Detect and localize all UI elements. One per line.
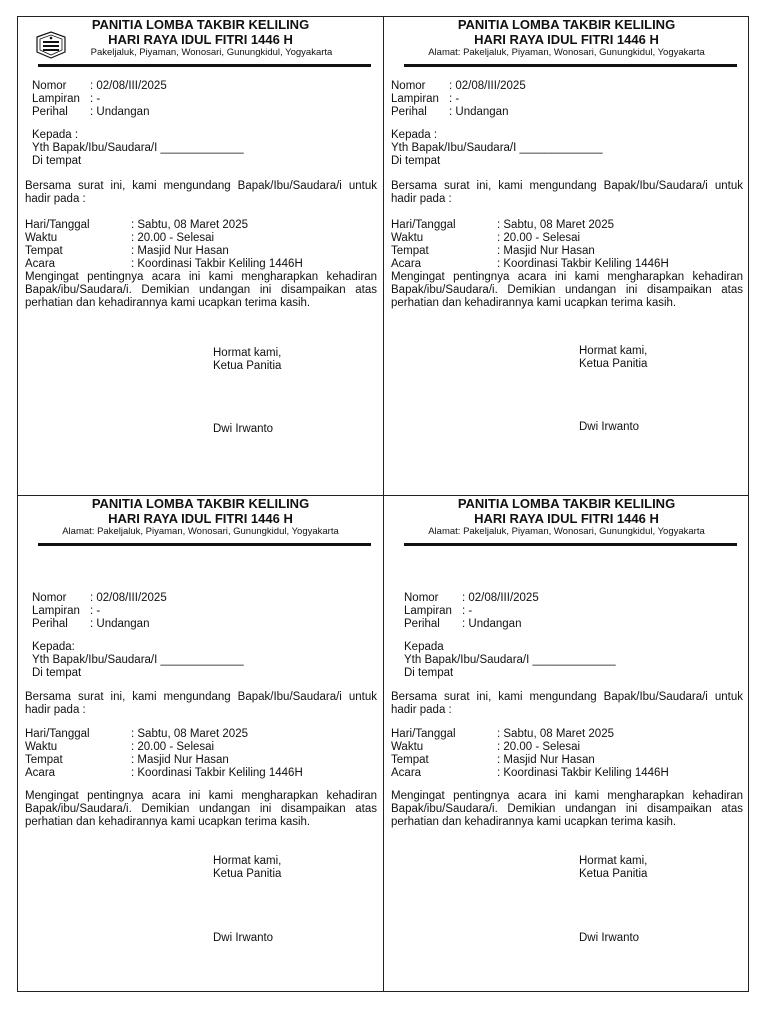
- lampiran-label: Lampiran: [32, 93, 80, 105]
- nomor-label: Nomor: [32, 592, 67, 604]
- kepada-label: Kepada :: [391, 129, 438, 141]
- letterhead-address: Pakeljaluk, Piyaman, Wonosari, Gunungkidul, Yogyakarta: [90, 47, 333, 58]
- lampiran-label: Lampiran: [391, 93, 439, 105]
- perihal-label: Perihal: [32, 618, 68, 630]
- lampiran-label: Lampiran: [404, 605, 452, 617]
- waktu-value: : 20.00 - Selesai: [131, 232, 215, 244]
- letter-meta: [32, 592, 167, 631]
- hari-value: : Sabtu, 08 Maret 2025: [497, 219, 614, 231]
- signature-block: [579, 345, 647, 371]
- signer-name: Dwi Irwanto: [213, 423, 274, 435]
- waktu-value: : 20.00 - Selesai: [497, 232, 581, 244]
- acara-value: : Koordinasi Takbir Keliling 1446H: [497, 258, 669, 270]
- letterhead-address: Alamat: Pakeljaluk, Piyaman, Wonosari, Gunungkidul, Yogyakarta: [428, 47, 705, 58]
- letterhead: [384, 496, 749, 538]
- invitation-card-bottom-right: [384, 496, 749, 974]
- recipient-block: [391, 129, 603, 168]
- tempat-value: : Masjid Nur Hasan: [497, 754, 595, 766]
- perihal-value: : Undangan: [449, 106, 509, 118]
- opening-paragraph: Bersama surat ini, kami mengundang Bapak/Ibu/Saudara/i untuk hadir pada :: [25, 180, 377, 205]
- lampiran-label: Lampiran: [32, 605, 80, 617]
- kepada-label: Kepada: [404, 641, 444, 653]
- letterhead-title: PANITIA LOMBA TAKBIR KELILING: [91, 17, 310, 32]
- ketua-text: Ketua Panitia: [213, 868, 282, 880]
- tempat-value: : Masjid Nur Hasan: [131, 245, 229, 257]
- recipient-line: Yth Bapak/Ibu/Saudara/I _____________: [32, 142, 244, 154]
- kepada-label: Kepada :: [32, 129, 79, 141]
- lampiran-value: : -: [90, 605, 101, 617]
- letter-meta: [404, 592, 539, 631]
- invitation-card-bottom-left: [18, 496, 383, 974]
- closing-paragraph: Mengingat pentingnya acara ini kami mengharapkan kehadiran Bapak/ibu/Saudara/i. Demikian undangan ini disampaikan atas perhatian dan kehadirannya kami ucapkan terima kasih.: [391, 271, 743, 309]
- letterhead: [384, 17, 749, 59]
- perihal-label: Perihal: [404, 618, 440, 630]
- tempat-label: Tempat: [391, 754, 429, 766]
- waktu-value: : 20.00 - Selesai: [497, 741, 581, 753]
- acara-value: : Koordinasi Takbir Keliling 1446H: [131, 767, 303, 779]
- tempat-value: : Masjid Nur Hasan: [131, 754, 229, 766]
- signer-name: Dwi Irwanto: [579, 932, 640, 944]
- acara-label: Acara: [391, 767, 422, 779]
- tempat-label: Tempat: [391, 245, 429, 257]
- di-tempat: Di tempat: [32, 667, 82, 679]
- nomor-label: Nomor: [404, 592, 439, 604]
- waktu-label: Waktu: [391, 232, 424, 244]
- letter-meta: [32, 80, 167, 119]
- invitation-card-top-right: [384, 17, 749, 495]
- closing-paragraph: Mengingat pentingnya acara ini kami mengharapkan kehadiran Bapak/ibu/Saudara/i. Demikian undangan ini disampaikan atas perhatian dan kehadirannya kami ucapkan terima kasih.: [25, 271, 377, 309]
- waktu-label: Waktu: [25, 232, 58, 244]
- opening-paragraph: Bersama surat ini, kami mengundang Bapak/Ibu/Saudara/i untuk hadir pada :: [391, 691, 743, 716]
- di-tempat: Di tempat: [404, 667, 454, 679]
- letterhead-subtitle: HARI RAYA IDUL FITRI 1446 H: [108, 32, 293, 47]
- tempat-label: Tempat: [25, 245, 63, 257]
- letterhead-subtitle: HARI RAYA IDUL FITRI 1446 H: [474, 511, 659, 526]
- tempat-label: Tempat: [25, 754, 63, 766]
- hari-value: : Sabtu, 08 Maret 2025: [131, 728, 248, 740]
- hormat-text: Hormat kami,: [213, 855, 282, 867]
- hari-value: : Sabtu, 08 Maret 2025: [131, 219, 248, 231]
- acara-value: : Koordinasi Takbir Keliling 1446H: [497, 767, 669, 779]
- di-tempat: Di tempat: [391, 155, 441, 167]
- signer-name: Dwi Irwanto: [579, 421, 640, 433]
- letter-meta: [391, 80, 526, 119]
- letterhead-title: PANITIA LOMBA TAKBIR KELILING: [91, 496, 310, 511]
- event-details: [391, 219, 669, 271]
- hari-label: Hari/Tanggal: [25, 219, 90, 231]
- perihal-value: : Undangan: [90, 618, 150, 630]
- hari-label: Hari/Tanggal: [25, 728, 90, 740]
- ketua-text: Ketua Panitia: [213, 360, 282, 372]
- letterhead: [18, 496, 383, 538]
- nomor-label: Nomor: [32, 80, 67, 92]
- perihal-label: Perihal: [32, 106, 68, 118]
- letterhead-rule: [38, 64, 371, 67]
- acara-label: Acara: [391, 258, 422, 270]
- tempat-value: : Masjid Nur Hasan: [497, 245, 595, 257]
- ketua-text: Ketua Panitia: [579, 358, 648, 370]
- signer-name: Dwi Irwanto: [213, 932, 274, 944]
- recipient-block: [32, 129, 244, 168]
- invitation-sheet: [17, 16, 749, 992]
- waktu-label: Waktu: [25, 741, 58, 753]
- nomor-value: : 02/08/III/2025: [90, 592, 167, 604]
- signature-block: [579, 855, 647, 881]
- signature-block: [213, 347, 281, 373]
- letterhead-address: Alamat: Pakeljaluk, Piyaman, Wonosari, Gunungkidul, Yogyakarta: [62, 526, 339, 537]
- perihal-label: Perihal: [391, 106, 427, 118]
- hari-value: : Sabtu, 08 Maret 2025: [497, 728, 614, 740]
- waktu-label: Waktu: [391, 741, 424, 753]
- nomor-value: : 02/08/III/2025: [462, 592, 539, 604]
- event-details: [25, 219, 303, 271]
- letterhead-rule: [38, 543, 371, 546]
- lampiran-value: : -: [90, 93, 101, 105]
- ketua-text: Ketua Panitia: [579, 868, 648, 880]
- letterhead-rule: [404, 64, 737, 67]
- recipient-block: [32, 641, 244, 680]
- event-details: [391, 728, 669, 780]
- lampiran-value: : -: [462, 605, 473, 617]
- hormat-text: Hormat kami,: [213, 347, 282, 359]
- recipient-line: Yth Bapak/Ibu/Saudara/I _____________: [391, 142, 603, 154]
- letterhead-title: PANITIA LOMBA TAKBIR KELILING: [457, 496, 676, 511]
- hari-label: Hari/Tanggal: [391, 728, 456, 740]
- letterhead-title: PANITIA LOMBA TAKBIR KELILING: [457, 17, 676, 32]
- perihal-value: : Undangan: [90, 106, 150, 118]
- perihal-value: : Undangan: [462, 618, 522, 630]
- recipient-line: Yth Bapak/Ibu/Saudara/I _____________: [32, 654, 244, 666]
- waktu-value: : 20.00 - Selesai: [131, 741, 215, 753]
- event-details: [25, 728, 303, 780]
- invitation-card-top-left: [18, 17, 383, 495]
- nomor-value: : 02/08/III/2025: [449, 80, 526, 92]
- letterhead-subtitle: HARI RAYA IDUL FITRI 1446 H: [108, 511, 293, 526]
- hormat-text: Hormat kami,: [579, 855, 648, 867]
- recipient-block: [404, 641, 616, 680]
- lampiran-value: : -: [449, 93, 460, 105]
- acara-label: Acara: [25, 767, 56, 779]
- opening-paragraph: Bersama surat ini, kami mengundang Bapak/Ibu/Saudara/i untuk hadir pada :: [391, 180, 743, 205]
- signature-block: [213, 855, 281, 881]
- opening-paragraph: Bersama surat ini, kami mengundang Bapak/Ibu/Saudara/i untuk hadir pada :: [25, 691, 377, 716]
- letterhead-rule: [404, 543, 737, 546]
- kepada-label: Kepada:: [32, 641, 75, 653]
- closing-paragraph: Mengingat pentingnya acara ini kami mengharapkan kehadiran Bapak/ibu/Saudara/i. Demikian undangan ini disampaikan atas perhatian dan kehadirannya kami ucapkan terima kasih.: [391, 790, 743, 828]
- hari-label: Hari/Tanggal: [391, 219, 456, 231]
- acara-label: Acara: [25, 258, 56, 270]
- nomor-value: : 02/08/III/2025: [90, 80, 167, 92]
- letterhead-address: Alamat: Pakeljaluk, Piyaman, Wonosari, Gunungkidul, Yogyakarta: [428, 526, 705, 537]
- closing-paragraph: Mengingat pentingnya acara ini kami mengharapkan kehadiran Bapak/ibu/Saudara/i. Demikian undangan ini disampaikan atas perhatian dan kehadirannya kami ucapkan terima kasih.: [25, 790, 377, 828]
- recipient-line: Yth Bapak/Ibu/Saudara/I _____________: [404, 654, 616, 666]
- letterhead: [18, 17, 383, 59]
- letterhead-subtitle: HARI RAYA IDUL FITRI 1446 H: [474, 32, 659, 47]
- hormat-text: Hormat kami,: [579, 345, 648, 357]
- di-tempat: Di tempat: [32, 155, 82, 167]
- nomor-label: Nomor: [391, 80, 426, 92]
- acara-value: : Koordinasi Takbir Keliling 1446H: [131, 258, 303, 270]
